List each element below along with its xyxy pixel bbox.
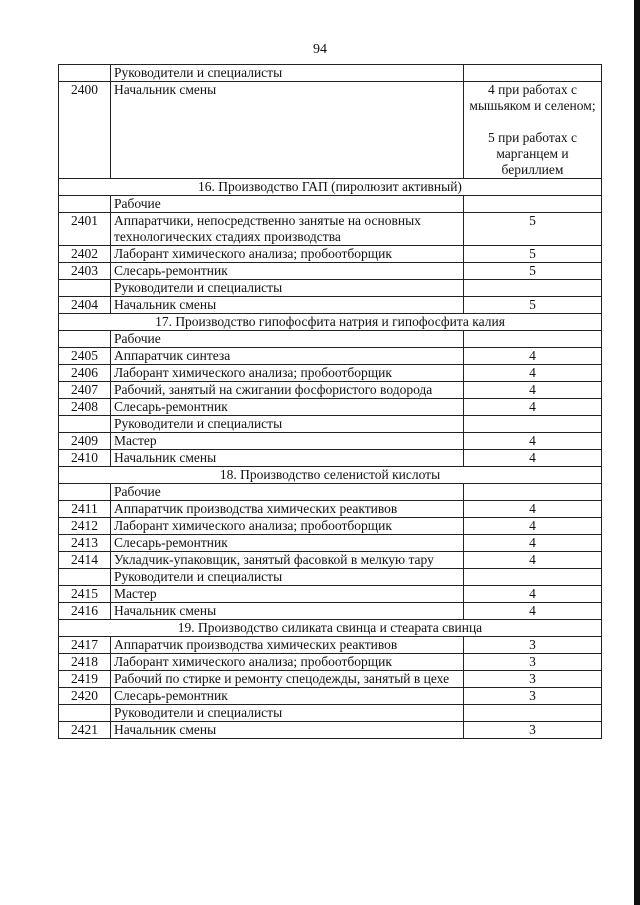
row-value: 4 [464,348,602,365]
group-label: Рабочие [111,484,464,501]
row-code: 2410 [59,450,111,467]
page-number: 94 [313,42,327,57]
group-row [59,705,602,722]
row-code: 2413 [59,535,111,552]
group-label: Руководители и специалисты [111,280,464,297]
row-value: 5 [464,297,602,314]
row-value: 3 [464,654,602,671]
table-row [59,586,602,603]
group-label: Рабочие [111,196,464,213]
code-cell [59,331,111,348]
row-code: 2403 [59,263,111,280]
code-cell [59,484,111,501]
section-row [59,179,602,196]
group-row [59,280,602,297]
row-profession: Лаборант химического анализа; пробоотборщик [111,246,464,263]
row-profession: Аппаратчик производства химических реактивов [111,637,464,654]
row-profession: Аппаратчик синтеза [111,348,464,365]
row-value: 4 [464,586,602,603]
code-cell [59,280,111,297]
row-profession: Слесарь-ремонтник [111,399,464,416]
table-row [59,552,602,569]
section-title: 16. Производство ГАП (пиролюзит активный) [59,179,602,196]
group-row [59,196,602,213]
row-profession: Лаборант химического анализа; пробоотборщик [111,365,464,382]
value-cell [464,705,602,722]
row-value: 3 [464,671,602,688]
value-cell [464,416,602,433]
row-code: 2411 [59,501,111,518]
row-value: 3 [464,722,602,739]
row-code: 2414 [59,552,111,569]
group-row [59,569,602,586]
row-value: 4 [464,365,602,382]
row-value: 4 [464,535,602,552]
group-row [59,484,602,501]
row-profession: Аппаратчики, непосредственно занятые на основных технологических стадиях производства [111,213,464,246]
row-value: 5 [464,213,602,246]
row-code: 2419 [59,671,111,688]
table-row [59,603,602,620]
row-profession: Начальник смены [111,603,464,620]
group-row [59,416,602,433]
row-profession: Лаборант химического анализа; пробоотборщик [111,518,464,535]
row-code: 2400 [59,82,111,179]
row-value: 4 [464,433,602,450]
scan-edge [634,0,640,905]
table-row [59,722,602,739]
row-profession: Аппаратчик производства химических реактивов [111,501,464,518]
group-label: Рабочие [111,331,464,348]
table-row [59,671,602,688]
code-cell [59,65,111,82]
row-code: 2417 [59,637,111,654]
value-cell [464,331,602,348]
value-cell [464,280,602,297]
row-code: 2402 [59,246,111,263]
row-profession: Слесарь-ремонтник [111,688,464,705]
row-value: 4 [464,501,602,518]
row-value: 4 [464,603,602,620]
row-code: 2412 [59,518,111,535]
row-code: 2406 [59,365,111,382]
code-cell [59,196,111,213]
row-profession: Слесарь-ремонтник [111,263,464,280]
row-profession: Начальник смены [111,450,464,467]
value-cell [464,196,602,213]
row-value: 4 [464,382,602,399]
row-code: 2415 [59,586,111,603]
table-row [59,365,602,382]
row-value: 4 при работах с мышьяком и селеном; 5 при работах с марганцем и бериллием [464,82,602,179]
code-cell [59,416,111,433]
section-title: 18. Производство селенистой кислоты [59,467,602,484]
section-row [59,467,602,484]
row-value: 5 [464,246,602,263]
code-cell [59,705,111,722]
group-label: Руководители и специалисты [111,65,464,82]
row-value: 5 [464,263,602,280]
group-label: Руководители и специалисты [111,705,464,722]
group-label: Руководители и специалисты [111,416,464,433]
row-value: 4 [464,399,602,416]
table-row [59,399,602,416]
section-row [59,314,602,331]
row-profession: Начальник смены [111,297,464,314]
row-code: 2416 [59,603,111,620]
row-code: 2421 [59,722,111,739]
code-cell [59,569,111,586]
row-value: 4 [464,552,602,569]
section-title: 17. Производство гипофосфита натрия и гипофосфита калия [59,314,602,331]
value-cell [464,569,602,586]
row-code: 2409 [59,433,111,450]
row-profession: Мастер [111,433,464,450]
table-row [59,637,602,654]
table-row [59,518,602,535]
row-profession: Начальник смены [111,722,464,739]
row-code: 2420 [59,688,111,705]
table-row [59,263,602,280]
group-row [59,331,602,348]
row-code: 2404 [59,297,111,314]
row-profession: Укладчик-упаковщик, занятый фасовкой в мелкую тару [111,552,464,569]
value-cell [464,484,602,501]
row-value: 3 [464,688,602,705]
row-profession: Лаборант химического анализа; пробоотборщик [111,654,464,671]
row-profession: Рабочий по стирке и ремонту спецодежды, занятый в цехе [111,671,464,688]
row-code: 2401 [59,213,111,246]
row-profession: Начальник смены [111,82,464,179]
table-row [59,246,602,263]
row-profession: Рабочий, занятый на сжигании фосфористого водорода [111,382,464,399]
row-value: 3 [464,637,602,654]
table-row [59,82,602,179]
section-row [59,620,602,637]
row-profession: Мастер [111,586,464,603]
row-code: 2405 [59,348,111,365]
value-cell [464,65,602,82]
table-row [59,433,602,450]
table-row [59,348,602,365]
table-row [59,688,602,705]
table-row [59,535,602,552]
group-label: Руководители и специалисты [111,569,464,586]
table-row [59,213,602,246]
professions-table [58,64,602,739]
row-code: 2418 [59,654,111,671]
row-value: 4 [464,450,602,467]
section-title: 19. Производство силиката свинца и стеарата свинца [59,620,602,637]
group-row [59,65,602,82]
row-profession: Слесарь-ремонтник [111,535,464,552]
row-code: 2407 [59,382,111,399]
table-row [59,297,602,314]
table-row [59,501,602,518]
table-row [59,382,602,399]
table-row [59,654,602,671]
table-row [59,450,602,467]
row-code: 2408 [59,399,111,416]
row-value: 4 [464,518,602,535]
